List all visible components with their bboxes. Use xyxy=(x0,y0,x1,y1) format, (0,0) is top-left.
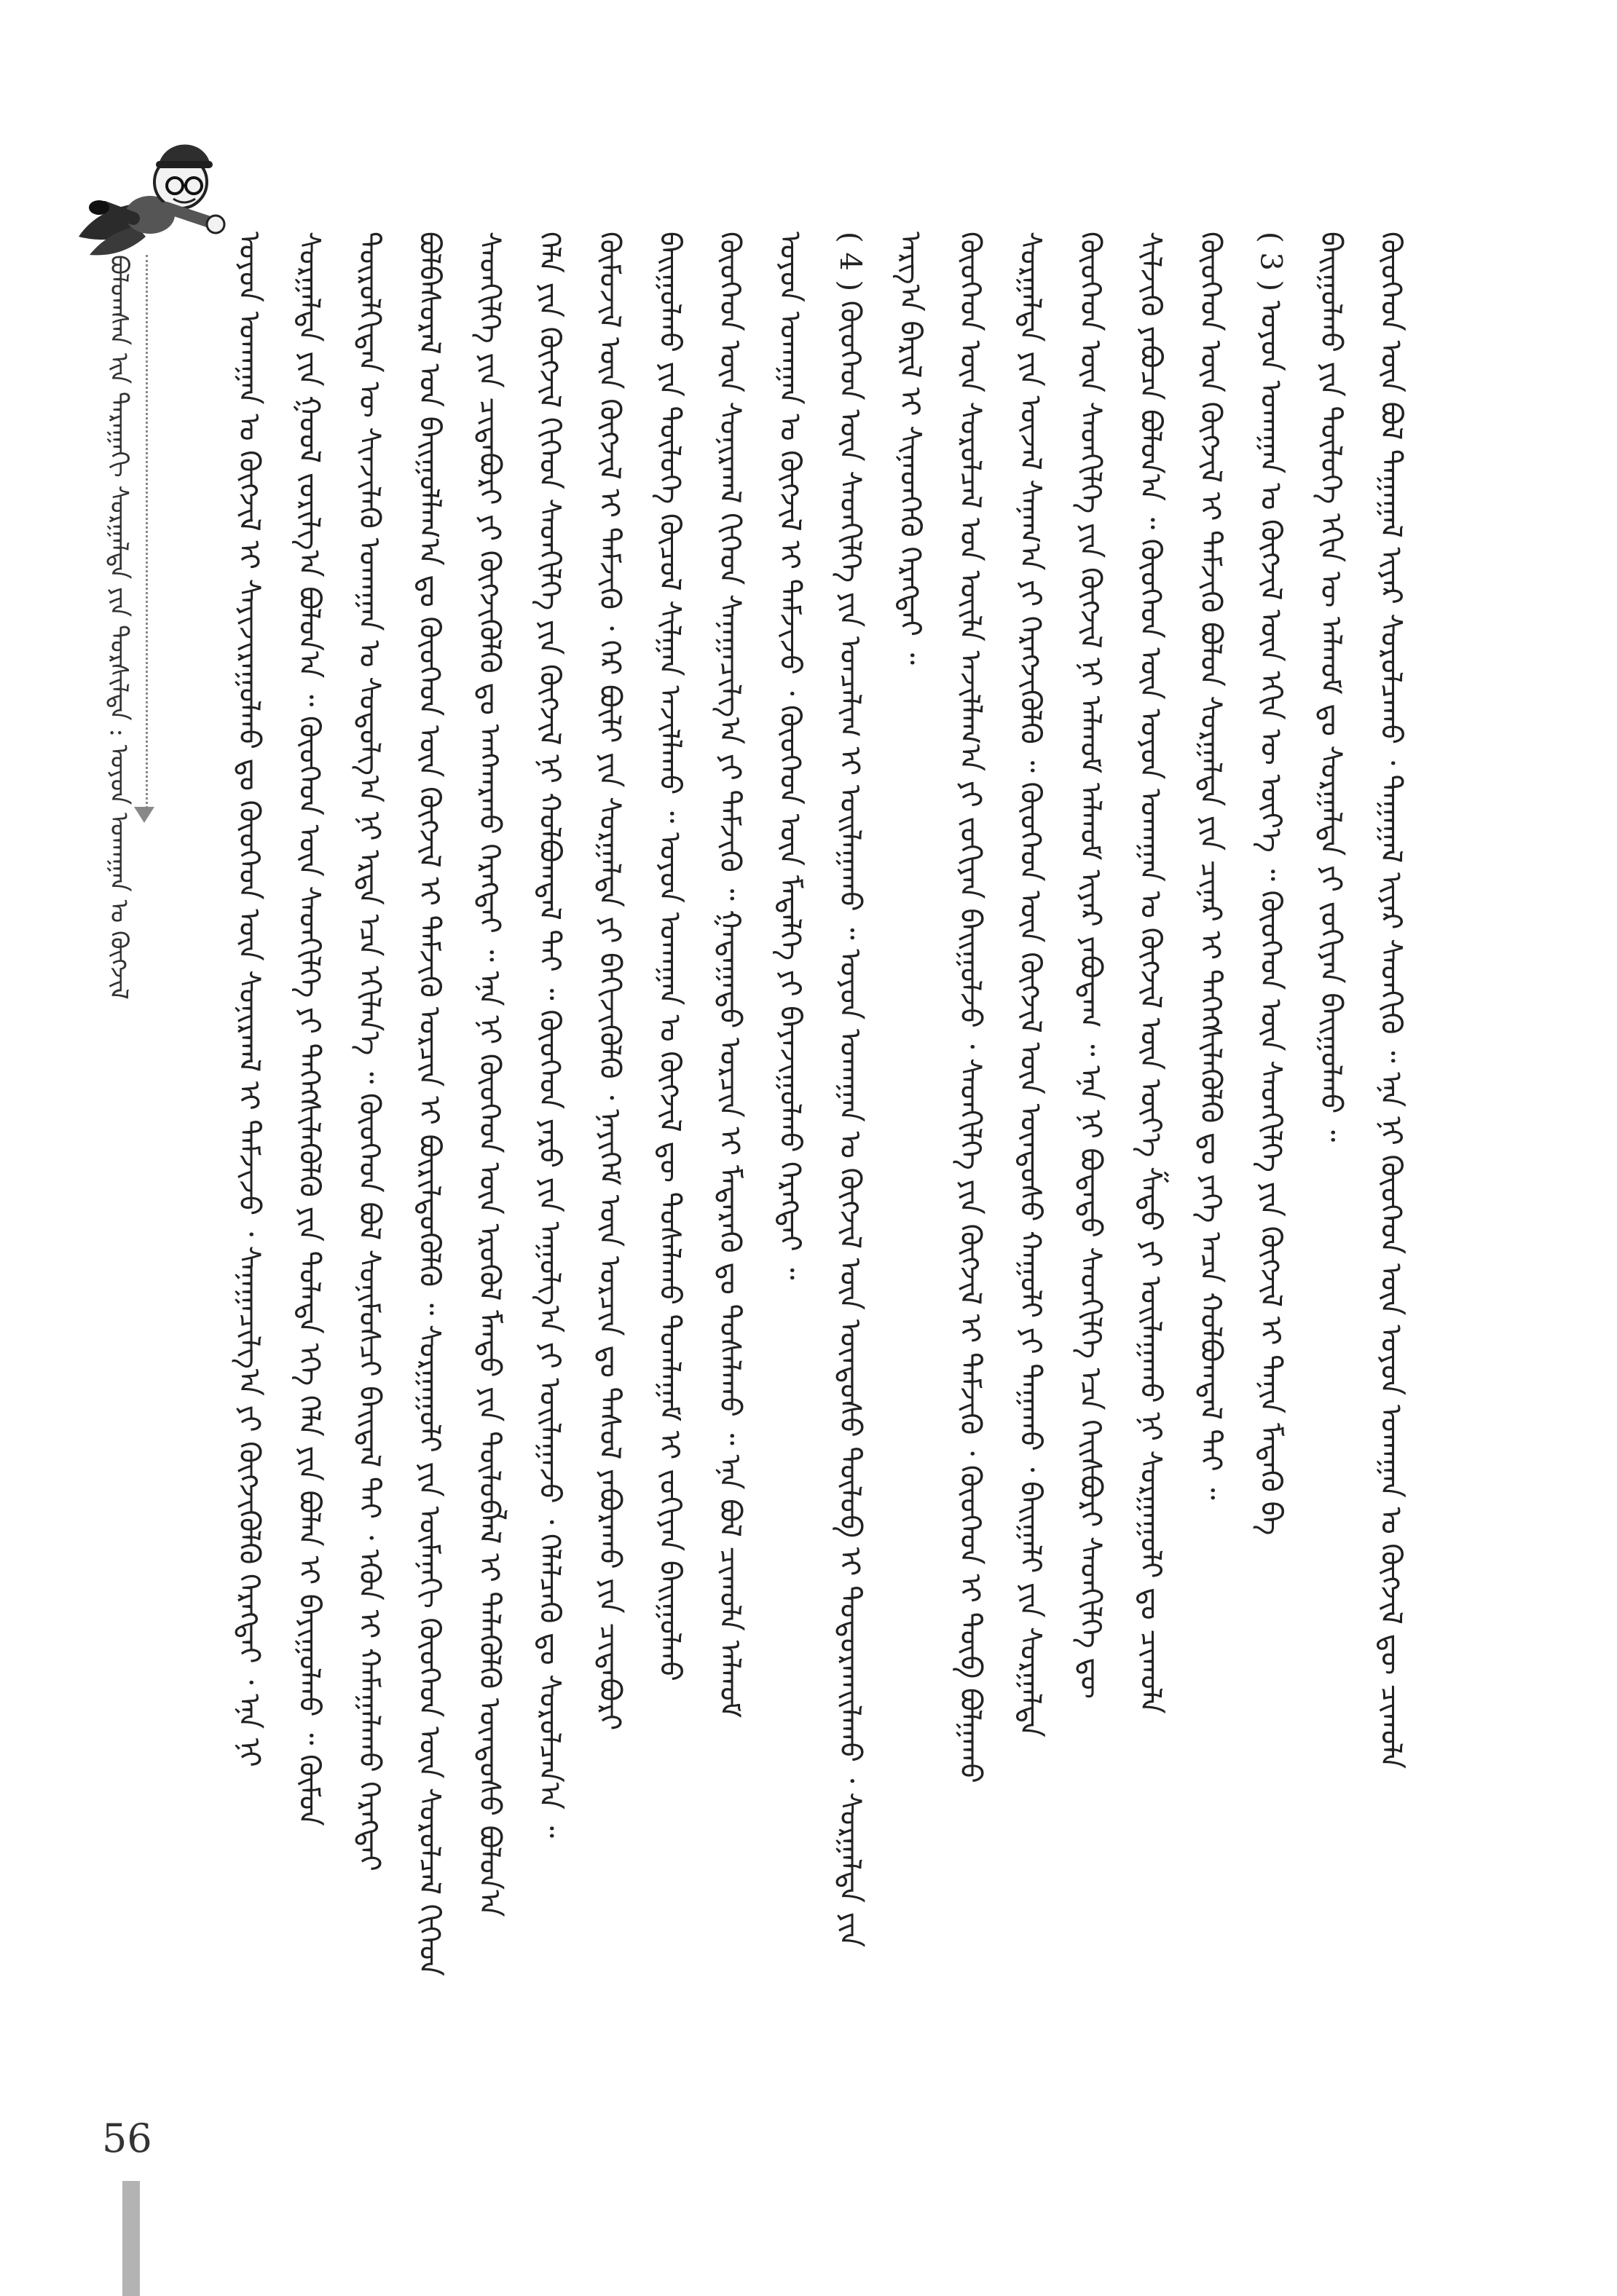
text-column: ᠣᠶᠣᠨ ᠤᠬᠠᠭᠠᠨ ᠤ ᠬᠥᠭᠵᠢᠯ ᠢ ᠰᠠᠶᠢᠵᠢᠷᠠᠭᠤᠯᠬᠤ ᠳᠤ ᠬᠦᠦᠬᠡᠳ ᠦᠨ ᠰᠤᠨᠢᠷᠬᠠᠯ ᠢ ᠳᠡᠮᠵᠢᠵᠦ ᠂ ᠰᠠᠨᠠᠭᠠᠴᠢᠯᠭ᠎ᠠ ᠶᠢ ᠬᠥᠭᠵᠢᠭᠦᠯᠬᠦ ᠬᠡᠷᠡᠭᠲᠡᠢ ᠂ ᠡᠨᠡ ᠨᠢ xyxy=(232,232,266,1767)
text-column: ᠬᠦᠦᠬᠡᠳ ᠦᠨ ᠪᠤᠯ ᠲᠠᠭᠠᠭᠠᠯ ᠢᠶᠠᠷ ᠰᠤᠷᠤᠯᠴᠠᠬᠤ ᠂ ᠲᠠᠭᠠᠭᠠᠯ ᠢᠶᠠᠷ ᠰᠡᠳᠬᠢᠬᠦ ᠃ ᠡᠨᠡ ᠨᠢ ᠬᠦᠦᠬᠡᠳ ᠦᠨ ᠣᠶᠣᠨ ᠤᠬᠠᠭᠠᠨ ᠤ ᠬᠥᠭᠵᠢᠯ ᠳᠦ ᠴᠢᠬᠤᠯᠠ xyxy=(1374,232,1408,1770)
text-column-extra: ᠰᠤᠷᠭᠠᠯᠲᠠ ᠶᠢᠨ ᠠᠵᠢᠯ ᠢ ᠰᠠᠶᠢᠵᠢᠷᠠᠭᠤᠯᠬᠤ ᠬᠡᠷᠡᠭᠲᠡᠢ ᠃ xyxy=(1057,2075,1200,2083)
page-number: 56 xyxy=(102,2115,152,2161)
text-column-extra: ᠦᠨ ᠣᠶᠣᠨ ᠤᠬᠠᠭᠠᠨ ᠤ ᠬᠥᠭᠵᠢᠯ ᠢ ᠳᠡᠮᠵᠢᠬᠦ ᠨᠢ ᠰᠤᠷᠭᠠᠭᠤᠯᠢ ᠶᠢᠨ ᠴᠢᠬᠤᠯᠠ ᠠᠵᠢᠯ ᠪᠣᠯᠤᠨ᠎ᠠ ᠃ ᠬᠦᠦᠬᠡᠳ ᠦᠨ ᠬᠥᠭᠵᠢᠯ ᠳᠦ ᠲᠤᠰᠠᠯᠠᠬᠤ ᠶᠢᠨ ᠲᠤᠯᠠᠳᠠ xyxy=(661,2075,1055,2083)
text-column: ᠰᠢᠯᠵᠢᠬᠦ ᠶᠠᠪᠤᠴᠠ ᠪᠣᠯᠤᠨ᠎ᠠ ᠃ ᠬᠦᠦᠬᠡᠳ ᠦᠨ ᠣᠶᠣᠨ ᠤᠬᠠᠭᠠᠨ ᠤ ᠬᠥᠭᠵᠢᠯ ᠦᠨ ᠦᠶ᠎ᠡ ᠱᠠᠲᠤ ᠶᠢ ᠣᠢᠯᠠᠭᠠᠬᠤ ᠨᠢ ᠰᠤᠷᠭᠠᠭᠤᠯᠢ ᠳᠤ ᠴᠢᠬᠤᠯᠠ xyxy=(1133,232,1168,1714)
flying-boy-mascot-icon xyxy=(64,127,232,273)
text-column: ᠬᠦᠦᠬᠡᠳ ᠦᠨ ᠰᠤᠷᠤᠯᠴᠠᠯ ᠤᠨ ᠦᠢᠯᠡ ᠠᠵᠢᠯᠯᠠᠭ᠎ᠠ ᠶᠢ ᠵᠣᠬᠢᠶᠠᠨ ᠪᠠᠢᠭᠤᠯᠵᠤ ᠂ ᠰᠡᠳᠬᠢᠯᠭᠡ ᠶᠢᠨ ᠬᠥᠭᠵᠢᠯ ᠢ ᠳᠡᠮᠵᠢᠬᠦ ᠂ ᠬᠦᠦᠬᠡᠳ ᠢ ᠲᠥᠪ ᠪᠣᠯᠭᠠᠬᠤ xyxy=(953,232,987,1783)
running-header: ᠪᠣᠯᠤᠭᠰᠠᠨ ᠢᠨ ᠳᠠᠷᠠᠭᠠᠬᠢ ᠰᠤᠷᠭᠠᠯᠲᠠ ᠶᠢᠨ ᠲᠤᠷᠰᠢᠯᠲᠠ : ᠤᠶᠤᠨ ᠤᠬᠠᠭᠠᠨ ᠤ ᠬᠥᠭᠵᠢᠯ xyxy=(104,255,133,1000)
text-column: ( 3 ) ᠣᠶᠣᠨ ᠤᠬᠠᠭᠠᠨ ᠤ ᠬᠥᠭᠵᠢᠯ ᠦᠨ ᠡᠬᠢᠨ ᠦ ᠦᠶ᠎ᠡ ᠃ ᠬᠦᠦᠬᠡᠳ ᠦᠨ ᠰᠡᠳᠬᠢᠯᠭᠡ ᠶᠢᠨ ᠬᠥᠭᠵᠢᠯ ᠢ ᠲᠠᠨᠢᠨ ᠮᠡᠳᠡᠬᠦ ᠪᠠ xyxy=(1254,232,1288,1536)
header-dotted-rule xyxy=(146,255,148,808)
text-column-extra: ᠬᠦᠦᠬᠡᠳ ᠦᠨ ᠰᠡᠳᠬᠢᠯᠭᠡ ᠶᠢᠨ ᠣᠨᠴᠠᠯᠢᠭ ᠢ ᠠᠨᠬᠠᠷᠴᠤ ᠂ ᠬᠥᠭᠵᠢᠯ ᠦᠨ ᠦᠶ᠎ᠡ ᠶᠢᠨ ᠣᠨᠴᠠᠯᠢᠭ ᠢ ᠮᠡᠳᠡᠬᠦ ᠂ ᠰᠤᠷᠭᠠᠯᠲᠠ ᠶᠢᠨ ᠠᠷᠭ᠎ᠠ ᠪᠠᠷᠢᠯ ᠢ ᠰᠣᠩᠭᠤᠬᠤ ᠃ ᠬᠦᠦᠬᠡᠳ xyxy=(219,2075,660,2083)
text-column-extra: ᠬᠦᠦᠬᠡᠳ ᠪᠣᠯ ᠢᠷᠡᠭᠡᠳᠦᠢ ᠶᠢᠨ ᠲᠤᠯᠠᠭᠤᠷ ᠃ xyxy=(1202,2075,1315,2083)
text-column: ᠪᠣᠯᠪᠠᠰᠤᠷᠠᠯ ᠤᠨ ᠪᠠᠢᠭᠤᠯᠯᠠᠭ᠎ᠠ ᠳᠤ ᠬᠦᠦᠬᠡᠳ ᠦᠨ ᠬᠥᠭᠵᠢᠯ ᠢ ᠳᠡᠮᠵᠢᠬᠦ ᠤᠷᠴᠢᠨ ᠢ ᠪᠦᠷᠢᠯᠳᠦᠭᠦᠯᠬᠦ ᠃ ᠰᠤᠷᠭᠠᠭᠤᠯᠢ ᠶᠢᠨ ᠦᠮᠡᠨᠡᠬᠢ ᠬᠦᠦᠬᠡᠳ ᠦᠨ ᠰᠤᠷᠤᠯᠴᠠᠯ ᠬᠢᠭᠡᠳ xyxy=(412,232,446,1976)
text-column: ᠬᠦᠦᠬᠡᠳ ᠦᠨ ᠰᠤᠨᠢᠷᠬᠠᠯ ᠬᠢᠭᠡᠳ ᠰᠠᠨᠠᠭᠠᠴᠢᠯᠭ᠎ᠠ ᠶᠢ ᠳᠡᠮᠵᠢᠬᠦ ᠃ ᠭᠠᠳᠠᠭᠠᠳᠤ ᠣᠷᠴᠢᠨ ᠢ ᠮᠡᠳᠡᠷᠡᠬᠦ ᠳᠤ ᠲᠤᠰᠠᠯᠠᠬᠤ ᠃ ᠡᠨᠡ ᠪᠣᠯ ᠴᠢᠬᠤᠯᠠ ᠠᠯᠬᠤᠮ xyxy=(713,232,747,1719)
text-column: ᠬᠦᠮᠦᠵᠢᠯ ᠦᠨ ᠬᠥᠭᠵᠢᠯ ᠢ ᠳᠡᠮᠵᠢᠬᠦ ᠂ ᠭᠡᠷ ᠪᠦᠯᠢ ᠶᠢᠨ ᠰᠤᠷᠭᠠᠯᠲᠠ ᠶᠢ ᠪᠡᠬᠢᠵᠢᠭᠦᠯᠬᠦ ᠂ ᠨᠡᠶᠢᠭᠡᠮ ᠦᠨ ᠣᠷᠴᠢᠨ ᠳᠤ ᠳᠠᠰᠤᠯ ᠶᠠᠪᠤᠷᠠᠬᠤ ᠶᠢᠨ ᠴᠢᠳᠠᠪᠤᠷᠢ xyxy=(593,232,626,1731)
text-column: ᠬᠡᠯᠡ ᠶᠢᠨ ᠬᠥᠭᠵᠢᠯ ᠬᠢᠭᠡᠳ ᠰᠡᠳᠬᠢᠯᠭᠡ ᠶᠢᠨ ᠬᠥᠭᠵᠢᠯ ᠨᠢ ᠬᠣᠯᠪᠣᠭᠳᠠᠯ ᠲᠠᠢ ᠃ ᠬᠦᠦᠬᠡᠳ ᠶᠡᠷᠦ ᠶᠢᠨ ᠠᠭᠤᠯᠭ᠎ᠠ ᠶᠢ ᠣᠢᠯᠠᠭᠠᠵᠤ ᠂ ᠬᠡᠯᠡᠯᠴᠡᠬᠦ ᠳᠤ ᠰᠤᠷᠤᠯᠴᠠᠨ᠎ᠠ ᠃ xyxy=(532,232,567,1838)
text-column: ᠣᠶᠣᠨ ᠤᠬᠠᠭᠠᠨ ᠤ ᠬᠥᠭᠵᠢᠯ ᠢ ᠳᠡᠮᠵᠢᠵᠦ ᠂ ᠬᠦᠦᠬᠡᠳ ᠦᠨ ᠮᠡᠳᠡᠯᠭᠡ ᠶᠢ ᠪᠠᠶᠠᠵᠢᠭᠤᠯᠬᠤ ᠬᠡᠷᠡᠭᠲᠡᠢ ᠃ xyxy=(773,232,807,1280)
text-column: ᠰᠤᠷᠭᠠᠯᠲᠠ ᠶᠢᠨ ᠭᠣᠣᠯ ᠵᠣᠷᠢᠯᠭ᠎ᠠ ᠪᠣᠯᠤᠨ᠎ᠠ ᠃ ᠬᠦᠦᠬᠡᠳ ᠦᠨ ᠰᠡᠳᠬᠢᠯᠭᠡ ᠶᠢ ᠳᠡᠭᠡᠭᠰᠢᠯᠡᠭᠦᠯᠬᠦ ᠶᠢᠨ ᠲᠤᠯᠠᠳᠠ ᠡᠬᠡ ᠬᠡᠯᠡ ᠶᠢᠨ ᠪᠤᠯᠠᠨ ᠢ ᠪᠠᠶᠢᠭᠤᠯᠬᠤ ᠃ ᠬᠦᠮᠦᠨ xyxy=(292,232,326,1826)
text-column: ᠲᠦᠷᠦᠯᠬᠢᠲᠡᠨ ᠦ ᠰᠢᠨᠵᠢᠯᠡᠬᠦ ᠤᠬᠠᠭᠠᠨ ᠤ ᠰᠤᠳᠤᠯᠭ᠎ᠠ ᠨᠢ ᠡᠷᠲᠡ ᠡᠴᠡ ᠡᠬᠢᠯᠡᠨ᠎ᠡ ᠃ ᠬᠦᠦᠬᠡᠳ ᠪᠤᠯ ᠰᠣᠨᠢᠮᠣᠰᠴᠢ ᠪᠠᠢᠳᠠᠯ ᠲᠠᠢ ᠂ ᠡᠭᠦᠨ ᠢ ᠬᠠᠮᠠᠭᠠᠯᠠᠬᠤ ᠬᠡᠷᠡᠭᠲᠡᠢ xyxy=(353,232,386,1871)
text-column: ᠬᠦᠦᠬᠡᠳ ᠦᠨ ᠬᠥᠭᠵᠢᠯ ᠢ ᠳᠡᠮᠵᠢᠬᠦ ᠪᠤᠯᠤᠨ ᠰᠤᠷᠭᠠᠯᠲᠠ ᠶᠢᠨ ᠴᠢᠨᠠᠷ ᠢ ᠳᠡᠭᠡᠭᠰᠢᠯᠡᠭᠦᠯᠬᠦ ᠳᠤ ᠶᠡᠬᠡ ᠠᠴᠠ ᠬᠣᠯᠪᠣᠭᠳᠠᠯ ᠲᠠᠢ ᠃ xyxy=(1194,232,1227,1500)
text-column: ( 4 ) ᠬᠦᠦᠬᠡᠳ ᠦᠨ ᠰᠡᠳᠬᠢᠯᠭᠡ ᠶᠢᠨ ᠣᠨᠴᠠᠯᠢᠭ ᠢ ᠣᠢᠯᠠᠭᠠᠬᠤ ᠃ ᠣᠶᠣᠨ ᠤᠬᠠᠭᠠᠨ ᠤ ᠬᠥᠭᠵᠢᠯ ᠦᠨ ᠦᠨᠳᠦᠰᠦ ᠲᠥᠯᠦᠪ ᠢ ᠲᠣᠳᠤᠷᠬᠠᠢᠯᠠᠬᠤ ᠂ ᠰᠤᠷᠭᠠᠯᠲᠠ ᠶᠢᠨ xyxy=(833,232,867,1948)
body-text xyxy=(219,232,1420,2067)
text-column: ᠰᠡᠳᠬᠢᠯᠭᠡ ᠶᠢᠨ ᠴᠢᠳᠠᠪᠤᠷᠢ ᠶᠢ ᠬᠥᠭᠵᠢᠭᠦᠯᠬᠦ ᠳᠤ ᠠᠩᠬᠠᠷᠬᠤ ᠬᠡᠷᠡᠭᠲᠡᠢ ᠃ ᠡᠨᠡ ᠨᠢ ᠬᠦᠦᠬᠡᠳ ᠦᠨ ᠡᠷᠦᠬᠦᠯ ᠮᠡᠨᠳᠦ ᠶᠢᠨ ᠲᠥᠯᠦᠪᠯᠡᠯ ᠢ ᠲᠡᠯᠡᠭᠦᠯᠬᠦ ᠦᠨᠳᠦᠰᠦ ᠪᠣᠯᠤᠨ᠎ᠠ xyxy=(473,232,506,1917)
header-arrow-icon xyxy=(134,807,154,823)
text-column: ᠪᠠᠢᠭᠤᠯᠬᠤ ᠶᠢᠨ ᠲᠥᠯᠦᠭᠡ ᠡᠬᠢᠨ ᠦ ᠠᠯᠬᠤᠮ ᠳᠤ ᠰᠤᠷᠭᠠᠯᠲᠠ ᠶᠢ ᠵᠣᠬᠢᠶᠠᠨ ᠪᠠᠢᠭᠤᠯᠬᠤ ᠃ xyxy=(1314,232,1348,1143)
text-column: ᠠᠷᠭ᠎ᠠ ᠪᠠᠷᠢᠯ ᠢ ᠰᠢᠨᠡᠳᠭᠡᠬᠦ ᠬᠡᠷᠡᠭᠲᠡᠢ ᠃ xyxy=(893,232,927,665)
text-column: ᠬᠦᠦᠬᠡᠳ ᠦᠨ ᠰᠡᠳᠬᠢᠯᠭᠡ ᠶᠢᠨ ᠬᠥᠭᠵᠢᠯ ᠨᠢ ᠠᠯᠬᠤᠮ ᠠᠯᠬᠤᠮ ᠢᠶᠠᠷ ᠶᠠᠪᠤᠳᠠᠭ ᠃ ᠡᠨᠡ ᠨᠢ ᠪᠣᠳᠠᠲᠤ ᠰᠡᠳᠬᠢᠯᠭᠡ ᠡᠴᠡ ᠬᠡᠢᠰᠪᠦᠷᠢ ᠰᠡᠳᠬᠢᠯᠭᠡ ᠳᠦ xyxy=(1074,232,1107,1699)
text-column: ᠪᠠᠢᠭᠤᠯᠬᠤ ᠶᠢᠨ ᠲᠥᠯᠦᠭᠡ ᠬᠦᠴᠦᠯ ᠰᠢᠯᠭᠠᠨ ᠠᠵᠢᠯᠯᠠᠬᠤ ᠃ ᠣᠶᠣᠨ ᠤᠬᠠᠭᠠᠨ ᠤ ᠬᠥᠭᠵᠢᠯ ᠳᠦ ᠲᠤᠰᠠᠯᠠᠬᠤ ᠲᠣᠭᠯᠠᠭᠠᠮ ᠢ ᠵᠣᠬᠢᠶᠠᠨ ᠪᠠᠢᠭᠤᠯᠬᠤ xyxy=(653,232,687,1681)
text-column: ᠰᠤᠷᠭᠠᠯᠲᠠ ᠶᠢᠨ ᠦᠵᠡᠯ ᠰᠠᠨᠠᠭ᠎ᠠ ᠶᠢ ᠬᠡᠷᠡᠭᠵᠢᠭᠦᠯᠬᠦ ᠃ ᠬᠦᠦᠬᠡᠳ ᠦᠨ ᠬᠥᠭᠵᠢᠯ ᠦᠨ ᠦᠨᠳᠦᠰᠦ ᠬᠠᠭᠤᠯᠢ ᠶᠢ ᠳᠠᠭᠠᠬᠤ ᠂ ᠪᠠᠢᠭᠠᠯᠢ ᠶᠢᠨ ᠰᠤᠷᠭᠠᠯᠲᠠ xyxy=(1013,232,1047,1737)
page-edge-tab xyxy=(122,2181,140,2296)
